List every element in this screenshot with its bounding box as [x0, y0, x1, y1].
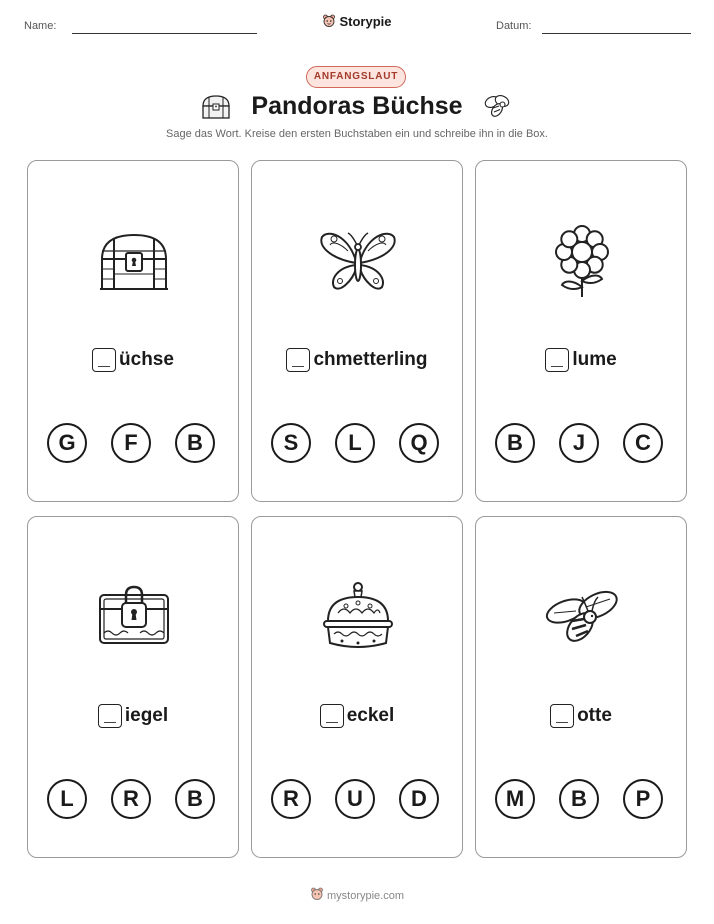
locked-chest-icon — [94, 579, 174, 659]
card-picture — [542, 579, 622, 659]
letter-option[interactable]: S — [271, 423, 311, 463]
word-row — [28, 348, 238, 372]
card-picture — [542, 223, 622, 303]
mascot-icon — [310, 887, 324, 901]
letter-option[interactable]: R — [111, 779, 151, 819]
letter-option[interactable]: B — [175, 423, 215, 463]
word-card — [251, 160, 463, 502]
letter-option[interactable]: G — [47, 423, 87, 463]
word-ending: chmetterling — [313, 349, 428, 370]
card-picture — [94, 223, 174, 303]
card-picture — [318, 579, 398, 659]
word-card — [27, 160, 239, 502]
letter-option[interactable]: D — [399, 779, 439, 819]
answer-box[interactable] — [550, 704, 574, 728]
word-ending: üchse — [119, 349, 174, 370]
letter-option[interactable]: L — [47, 779, 87, 819]
bee-icon — [481, 93, 515, 121]
page-title: Pandoras Büchse — [251, 92, 463, 120]
topic-badge: ANFANGSLAUT — [306, 66, 406, 88]
mascot-icon — [322, 14, 336, 28]
butterfly-icon — [318, 223, 398, 303]
word-row — [476, 704, 686, 728]
footer-url[interactable]: mystorypie.com — [326, 890, 405, 902]
footer — [0, 887, 714, 902]
word-card — [251, 516, 463, 858]
flower-icon — [542, 223, 622, 303]
lidded-box-icon — [318, 579, 398, 659]
letter-option[interactable]: P — [623, 779, 663, 819]
treasure-chest-icon — [199, 93, 233, 121]
name-line[interactable] — [72, 33, 257, 34]
answer-box[interactable] — [98, 704, 122, 728]
word-ending: otte — [577, 705, 612, 726]
letter-option[interactable]: M — [495, 779, 535, 819]
word-card — [27, 516, 239, 858]
letter-option[interactable]: Q — [399, 423, 439, 463]
letter-option[interactable]: L — [335, 423, 375, 463]
letter-option[interactable]: U — [335, 779, 375, 819]
title-row — [0, 92, 714, 121]
answer-box[interactable] — [320, 704, 344, 728]
word-ending: iegel — [124, 705, 169, 726]
word-ending: lume — [572, 349, 617, 370]
word-card — [475, 160, 687, 502]
logo-text: Storypie — [339, 14, 392, 29]
storypie-logo — [0, 14, 714, 29]
word-card — [475, 516, 687, 858]
letter-option[interactable]: B — [495, 423, 535, 463]
word-row — [28, 704, 238, 728]
answer-box[interactable] — [545, 348, 569, 372]
treasure-chest-icon — [94, 223, 174, 303]
card-picture — [318, 223, 398, 303]
bee-icon — [542, 579, 622, 659]
date-line[interactable] — [542, 33, 691, 34]
word-row — [252, 704, 462, 728]
answer-box[interactable] — [286, 348, 310, 372]
name-label: Name: — [24, 20, 57, 32]
letter-option[interactable]: J — [559, 423, 599, 463]
word-row — [252, 348, 462, 372]
card-picture — [94, 579, 174, 659]
letter-option[interactable]: B — [175, 779, 215, 819]
letter-option[interactable]: C — [623, 423, 663, 463]
letter-option[interactable]: R — [271, 779, 311, 819]
letter-option[interactable]: B — [559, 779, 599, 819]
answer-box[interactable] — [92, 348, 116, 372]
letter-option[interactable]: F — [111, 423, 151, 463]
instructions: Sage das Wort. Kreise den ersten Buchstaben ein und schreibe ihn in die Box. — [166, 128, 548, 140]
date-label: Datum: — [496, 20, 532, 32]
word-row — [476, 348, 686, 372]
word-ending: eckel — [346, 705, 395, 726]
